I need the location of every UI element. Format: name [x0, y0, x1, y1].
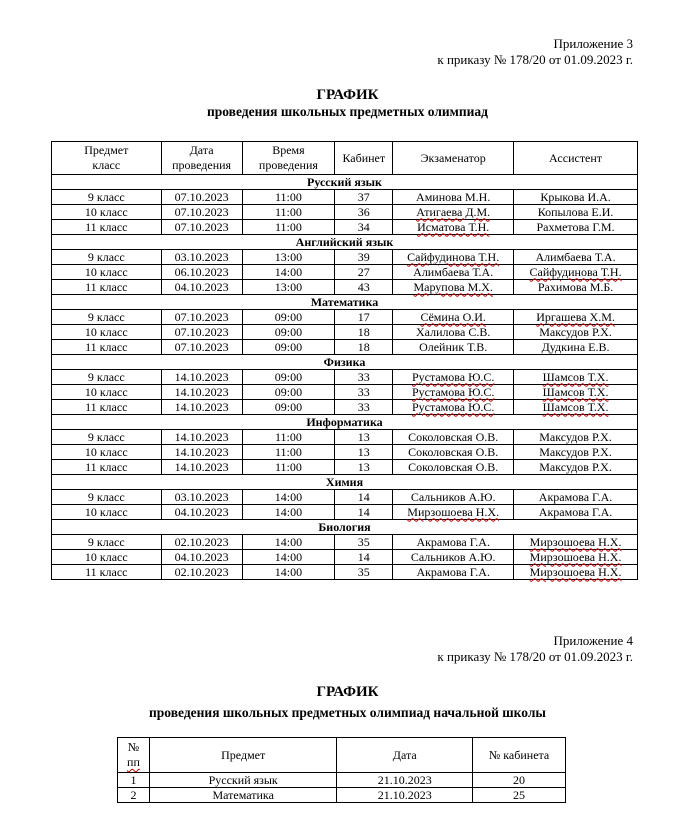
date-cell: 21.10.2023	[337, 788, 473, 803]
header-number: № пп	[118, 738, 150, 773]
subject-cell: Русский язык	[149, 773, 337, 788]
class-cell: 9 класс	[52, 430, 162, 445]
examiner-cell: Рустамова Ю.С.	[393, 400, 514, 415]
table-row	[52, 445, 638, 460]
room-cell: 14	[335, 490, 393, 505]
assistant-cell: Акрамова Г.А.	[514, 490, 638, 505]
assistant-cell: Дудкина Е.В.	[514, 340, 638, 355]
date-cell: 04.10.2023	[161, 505, 242, 520]
assistant-cell: Мирзошоева Н.Х.	[514, 535, 638, 550]
assistant-cell: Мирзошоева Н.Х.	[514, 565, 638, 580]
examiner-cell: Олейник Т.В.	[393, 340, 514, 355]
date-cell: 07.10.2023	[161, 325, 242, 340]
room-cell: 13	[335, 430, 393, 445]
table-row	[52, 280, 638, 295]
time-cell: 09:00	[242, 370, 335, 385]
header-assistant: Ассистент	[514, 142, 638, 175]
examiner-cell: Мирзошоева Н.Х.	[393, 505, 514, 520]
room-cell: 35	[335, 565, 393, 580]
class-cell: 10 класс	[52, 505, 162, 520]
section-title: Химия	[52, 475, 638, 490]
time-cell: 09:00	[242, 310, 335, 325]
schedule-1-title: ГРАФИК	[316, 87, 379, 103]
table-row	[52, 535, 638, 550]
table-row	[52, 325, 638, 340]
time-cell: 09:00	[242, 400, 335, 415]
date-cell: 07.10.2023	[161, 190, 242, 205]
class-cell: 10 класс	[52, 205, 162, 220]
time-cell: 14:00	[242, 535, 335, 550]
room-cell: 18	[335, 325, 393, 340]
room-cell: 36	[335, 205, 393, 220]
assistant-cell: Копылова Е.И.	[514, 205, 638, 220]
header-date: Дата проведения	[161, 142, 242, 175]
table-row	[52, 250, 638, 265]
examiner-cell: Акрамова Г.А.	[393, 565, 514, 580]
assistant-cell: Максудов Р.Х.	[514, 325, 638, 340]
appendix-4-line2: к приказу № 178/20 от 01.09.2023 г.	[437, 649, 633, 664]
table-row	[118, 773, 566, 788]
class-cell: 9 класс	[52, 490, 162, 505]
time-cell: 14:00	[242, 550, 335, 565]
time-cell: 11:00	[242, 190, 335, 205]
time-cell: 11:00	[242, 445, 335, 460]
header-examiner: Экзаменатор	[393, 142, 514, 175]
table-row	[52, 310, 638, 325]
examiner-cell: Рустамова Ю.С.	[393, 385, 514, 400]
section-row	[52, 175, 638, 190]
header-subject: Предмет класс	[52, 142, 162, 175]
date-cell: 14.10.2023	[161, 400, 242, 415]
date-cell: 14.10.2023	[161, 385, 242, 400]
room-cell: 13	[335, 460, 393, 475]
room-cell: 14	[335, 505, 393, 520]
class-cell: 11 класс	[52, 280, 162, 295]
section-title: Английский язык	[52, 235, 638, 250]
class-cell: 10 класс	[52, 265, 162, 280]
assistant-cell: Рахимова М.Б.	[514, 280, 638, 295]
examiner-cell: Атигаева Д.М.	[393, 205, 514, 220]
examiner-cell: Сёмина О.И.	[393, 310, 514, 325]
primary-school-schedule-table	[117, 737, 566, 803]
olympiad-schedule-table	[51, 141, 638, 580]
time-cell: 09:00	[242, 325, 335, 340]
class-cell: 9 класс	[52, 370, 162, 385]
time-cell: 14:00	[242, 490, 335, 505]
room-cell: 14	[335, 550, 393, 565]
section-title: Математика	[52, 295, 638, 310]
assistant-cell: Алимбаева Т.А.	[514, 250, 638, 265]
section-row	[52, 415, 638, 430]
time-cell: 14:00	[242, 505, 335, 520]
examiner-cell: Марупова М.Х.	[393, 280, 514, 295]
assistant-cell: Иргашева Х.М.	[514, 310, 638, 325]
table-header-row	[52, 142, 638, 175]
table-row	[118, 788, 566, 803]
examiner-cell: Соколовская О.В.	[393, 430, 514, 445]
assistant-cell: Шамсов Т.Х.	[514, 385, 638, 400]
room-cell: 17	[335, 310, 393, 325]
table-row	[52, 190, 638, 205]
header-date: Дата	[337, 738, 473, 773]
section-title: Информатика	[52, 415, 638, 430]
room-cell: 13	[335, 445, 393, 460]
room-cell: 39	[335, 250, 393, 265]
date-cell: 02.10.2023	[161, 565, 242, 580]
schedule-1-subtitle: проведения школьных предметных олимпиад	[206, 104, 489, 119]
date-cell: 03.10.2023	[161, 250, 242, 265]
header-room-number: № кабинета	[473, 738, 566, 773]
date-cell: 14.10.2023	[161, 445, 242, 460]
class-cell: 11 класс	[52, 565, 162, 580]
class-cell: 9 класс	[52, 190, 162, 205]
appendix-4-note	[437, 633, 633, 665]
room-cell: 27	[335, 265, 393, 280]
assistant-cell: Рахметова Г.М.	[514, 220, 638, 235]
examiner-cell: Аминова М.Н.	[393, 190, 514, 205]
time-cell: 11:00	[242, 430, 335, 445]
date-cell: 14.10.2023	[161, 370, 242, 385]
time-cell: 13:00	[242, 280, 335, 295]
appendix-4-line1: Приложение 4	[553, 633, 633, 648]
examiner-cell: Сайфудинова Т.Н.	[393, 250, 514, 265]
assistant-cell: Сайфудинова Т.Н.	[514, 265, 638, 280]
assistant-cell: Крыкова И.А.	[514, 190, 638, 205]
table-row	[52, 265, 638, 280]
examiner-cell: Алимбаева Т.А.	[393, 265, 514, 280]
date-cell: 03.10.2023	[161, 490, 242, 505]
table-row	[52, 490, 638, 505]
room-cell: 37	[335, 190, 393, 205]
section-title: Физика	[52, 355, 638, 370]
table-row	[52, 505, 638, 520]
table-row	[52, 340, 638, 355]
subject-cell: Математика	[149, 788, 337, 803]
room-cell: 33	[335, 385, 393, 400]
date-cell: 21.10.2023	[337, 773, 473, 788]
assistant-cell: Максудов Р.Х.	[514, 445, 638, 460]
class-cell: 11 класс	[52, 460, 162, 475]
time-cell: 11:00	[242, 460, 335, 475]
class-cell: 10 класс	[52, 445, 162, 460]
date-cell: 07.10.2023	[161, 205, 242, 220]
assistant-cell: Мирзошоева Н.Х.	[514, 550, 638, 565]
header-time: Время проведения	[242, 142, 335, 175]
number-cell: 2	[118, 788, 150, 803]
header-room: Кабинет	[335, 142, 393, 175]
assistant-cell: Шамсов Т.Х.	[514, 400, 638, 415]
assistant-cell: Шамсов Т.Х.	[514, 370, 638, 385]
examiner-cell: Сальников А.Ю.	[393, 490, 514, 505]
room-cell: 34	[335, 220, 393, 235]
examiner-cell: Рустамова Ю.С.	[393, 370, 514, 385]
examiner-cell: Акрамова Г.А.	[393, 535, 514, 550]
date-cell: 02.10.2023	[161, 535, 242, 550]
examiner-cell: Соколовская О.В.	[393, 445, 514, 460]
class-cell: 9 класс	[52, 250, 162, 265]
time-cell: 13:00	[242, 250, 335, 265]
room-cell: 18	[335, 340, 393, 355]
schedule-2-subtitle: проведения школьных предметных олимпиад начальной школы	[149, 705, 546, 720]
class-cell: 10 класс	[52, 550, 162, 565]
examiner-cell: Исматова Т.Н.	[393, 220, 514, 235]
time-cell: 14:00	[242, 565, 335, 580]
assistant-cell: Максудов Р.Х.	[514, 460, 638, 475]
class-cell: 10 класс	[52, 385, 162, 400]
time-cell: 14:00	[242, 265, 335, 280]
room-cell: 25	[473, 788, 566, 803]
section-row	[52, 235, 638, 250]
table-row	[52, 370, 638, 385]
examiner-cell: Халилова С.В.	[393, 325, 514, 340]
table-row	[52, 205, 638, 220]
time-cell: 09:00	[242, 340, 335, 355]
time-cell: 11:00	[242, 205, 335, 220]
class-cell: 11 класс	[52, 340, 162, 355]
table-row	[52, 400, 638, 415]
room-cell: 20	[473, 773, 566, 788]
appendix-3-note	[437, 36, 633, 68]
room-cell: 33	[335, 370, 393, 385]
examiner-cell: Соколовская О.В.	[393, 460, 514, 475]
assistant-cell: Акрамова Г.А.	[514, 505, 638, 520]
date-cell: 07.10.2023	[161, 310, 242, 325]
class-cell: 10 класс	[52, 325, 162, 340]
table-row	[52, 565, 638, 580]
time-cell: 09:00	[242, 385, 335, 400]
date-cell: 07.10.2023	[161, 340, 242, 355]
date-cell: 04.10.2023	[161, 550, 242, 565]
section-row	[52, 520, 638, 535]
room-cell: 33	[335, 400, 393, 415]
table-row	[52, 460, 638, 475]
room-cell: 35	[335, 535, 393, 550]
schedule-2-title: ГРАФИК	[316, 684, 379, 700]
section-title: Русский язык	[52, 175, 638, 190]
table-row	[52, 550, 638, 565]
number-cell: 1	[118, 773, 150, 788]
class-cell: 11 класс	[52, 220, 162, 235]
class-cell: 9 класс	[52, 310, 162, 325]
section-row	[52, 475, 638, 490]
date-cell: 14.10.2023	[161, 460, 242, 475]
table-row	[52, 385, 638, 400]
header-subject: Предмет	[149, 738, 337, 773]
examiner-cell: Сальников А.Ю.	[393, 550, 514, 565]
class-cell: 11 класс	[52, 400, 162, 415]
date-cell: 06.10.2023	[161, 265, 242, 280]
appendix-3-line1: Приложение 3	[553, 36, 633, 51]
section-title: Биология	[52, 520, 638, 535]
table-row	[52, 430, 638, 445]
room-cell: 43	[335, 280, 393, 295]
date-cell: 14.10.2023	[161, 430, 242, 445]
appendix-3-line2: к приказу № 178/20 от 01.09.2023 г.	[437, 52, 633, 67]
class-cell: 9 класс	[52, 535, 162, 550]
section-row	[52, 355, 638, 370]
assistant-cell: Максудов Р.Х.	[514, 430, 638, 445]
section-row	[52, 295, 638, 310]
time-cell: 11:00	[242, 220, 335, 235]
date-cell: 04.10.2023	[161, 280, 242, 295]
table-header-row	[118, 738, 566, 773]
date-cell: 07.10.2023	[161, 220, 242, 235]
table-row	[52, 220, 638, 235]
